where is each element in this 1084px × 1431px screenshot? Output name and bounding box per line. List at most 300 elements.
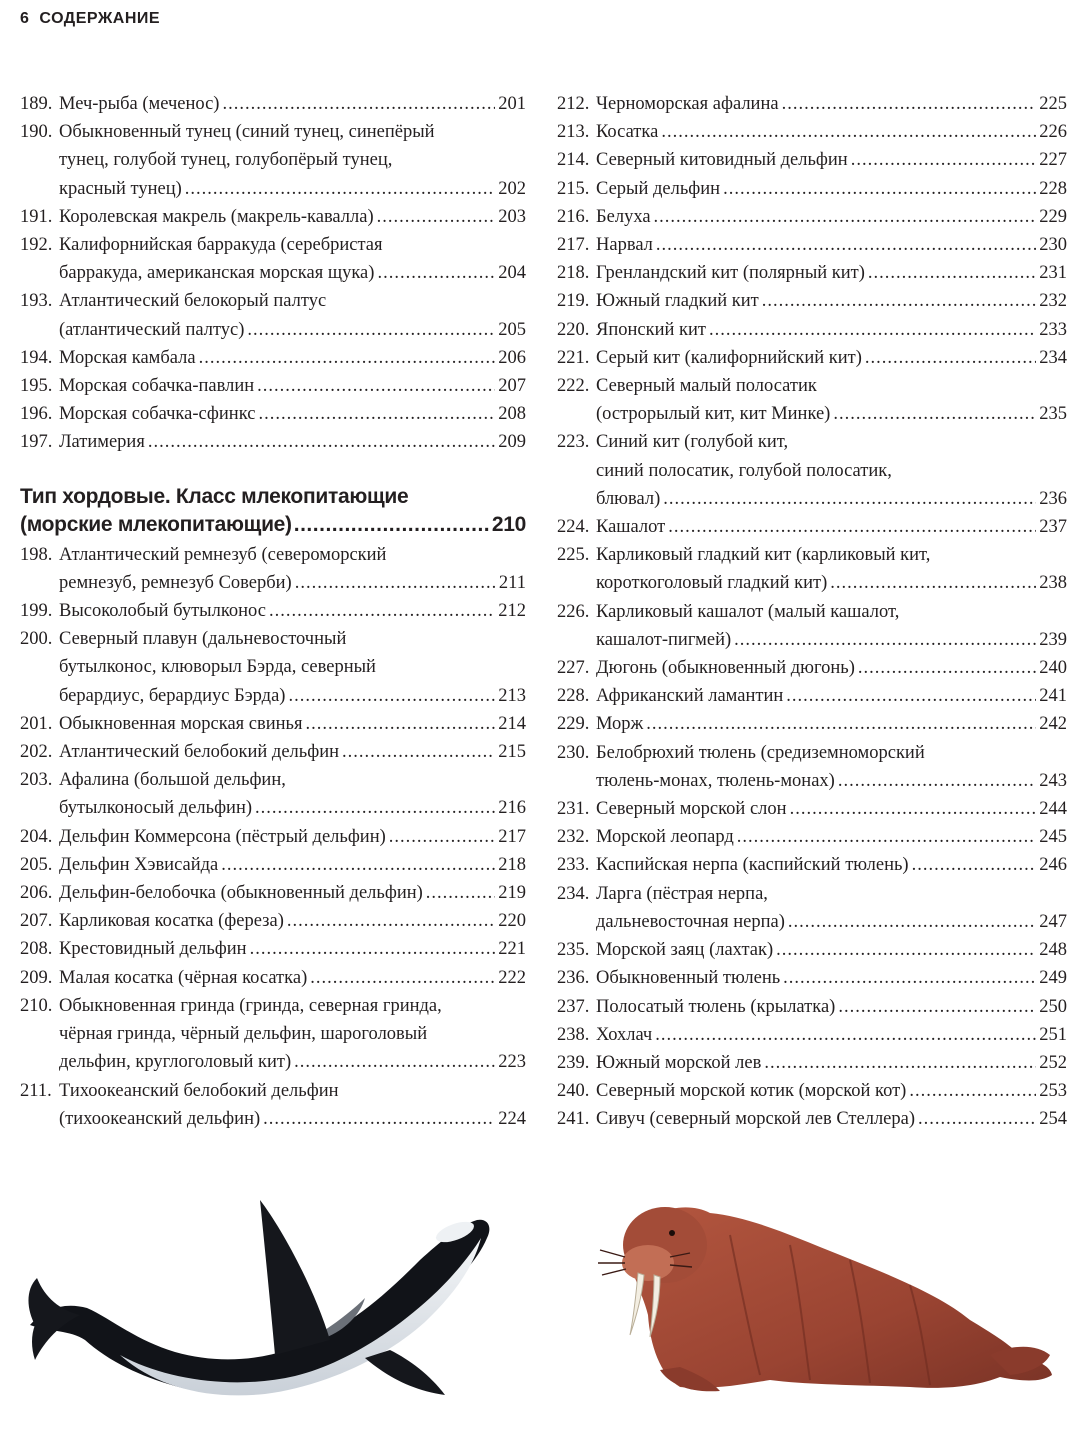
entry-body	[59, 231, 526, 287]
entry-number: 211.	[20, 1080, 52, 1101]
toc-entry[interactable]	[20, 118, 526, 203]
entry-number: 225.	[557, 545, 590, 566]
entry-number: 232.	[557, 827, 590, 848]
toc-entry[interactable]	[557, 598, 1067, 654]
toc-entry[interactable]	[557, 90, 1067, 118]
entry-number: 233.	[557, 855, 590, 876]
entry-title: Белуха	[596, 206, 651, 227]
entry-page-number: 207	[498, 376, 526, 397]
entry-body	[596, 118, 1067, 146]
entry-title: Каспийская нерпа (каспийский тюлень)	[596, 855, 909, 876]
leader-dots	[838, 767, 1036, 795]
leader-dots	[830, 569, 1036, 597]
entry-title: Латимерия	[59, 432, 145, 453]
leader-dots	[310, 964, 495, 992]
entry-body	[596, 1105, 1067, 1133]
entry-number: 208.	[20, 939, 53, 960]
entry-title: Сивуч (северный морской лев Стеллера)	[596, 1109, 916, 1130]
toc-entry[interactable]	[557, 146, 1067, 174]
toc-entry[interactable]	[557, 513, 1067, 541]
entry-number: 218.	[557, 263, 590, 284]
entry-body	[59, 541, 526, 597]
entry-number: 198.	[20, 544, 53, 565]
toc-entry[interactable]	[557, 1105, 1067, 1133]
entry-page-number: 240	[1039, 658, 1067, 679]
entry-number: 215.	[557, 178, 590, 199]
entry-page-number: 233	[1039, 319, 1067, 340]
section-title-line-2: (морские млекопитающие)	[20, 512, 292, 536]
entry-page-number: 241	[1039, 686, 1067, 707]
entry-body	[596, 1077, 1067, 1105]
leader-dots	[185, 175, 495, 203]
page-title: СОДЕРЖАНИЕ	[39, 10, 161, 27]
leader-dots	[222, 90, 495, 118]
entry-page-number: 204	[498, 263, 526, 284]
entry-page-number: 226	[1039, 122, 1067, 143]
entry-title: Дельфин Хэвисайда	[59, 854, 219, 875]
leader-dots	[288, 682, 495, 710]
entry-body	[59, 428, 526, 456]
entry-body	[596, 428, 1067, 513]
entry-number: 220.	[557, 319, 590, 340]
toc-entry[interactable]	[20, 738, 526, 766]
entry-body	[59, 118, 526, 203]
entry-body	[596, 823, 1067, 851]
entry-page-number: 253	[1039, 1081, 1067, 1102]
entry-title: Нарвал	[596, 235, 653, 256]
leader-dots	[776, 936, 1036, 964]
entry-title: дальневосточная нерпа)	[596, 911, 785, 932]
toc-entry[interactable]	[20, 907, 526, 935]
entry-title: Черноморская афалина	[596, 94, 779, 114]
entry-title-line: Обыкновенная гринда (гринда, северная гринда,	[59, 995, 442, 1016]
entry-page-number: 201	[498, 94, 526, 114]
entry-title: Кашалот	[596, 517, 666, 538]
toc-entry[interactable]	[557, 259, 1067, 287]
toc-entry[interactable]	[20, 90, 526, 118]
entry-page-number: 216	[498, 798, 526, 819]
entry-page-number: 222	[498, 967, 526, 988]
toc-entry[interactable]	[557, 316, 1067, 344]
leader-dots	[342, 738, 495, 766]
entry-body	[596, 344, 1067, 372]
walrus-eye	[669, 1230, 675, 1236]
entry-title: Южный морской лев	[596, 1052, 762, 1073]
entry-number: 210.	[20, 995, 53, 1016]
toc-entry[interactable]	[20, 851, 526, 879]
entry-title: бутылконосый дельфин)	[59, 798, 253, 819]
entry-title: Дюгонь (обыкновенный дюгонь)	[596, 658, 855, 679]
entry-title: Серый дельфин	[596, 178, 721, 199]
entry-number: 238.	[557, 1024, 590, 1045]
entry-number: 231.	[557, 799, 590, 820]
entry-page-number: 245	[1039, 827, 1067, 848]
toc-entry[interactable]	[557, 654, 1067, 682]
entry-page-number: 251	[1039, 1024, 1067, 1045]
leader-dots	[250, 935, 496, 963]
leader-dots	[287, 907, 495, 935]
leader-dots	[646, 710, 1036, 738]
entry-page-number: 229	[1039, 206, 1067, 227]
entry-title: кашалот-пигмей)	[596, 629, 732, 650]
entry-title-line: чёрная гринда, чёрный дельфин, шароголовый	[59, 1024, 428, 1045]
entry-page-number: 244	[1039, 799, 1067, 820]
toc-entry[interactable]	[557, 1049, 1067, 1077]
leader-dots	[656, 231, 1036, 259]
entry-body	[596, 654, 1067, 682]
toc-entry[interactable]	[20, 964, 526, 992]
toc-entry[interactable]	[557, 710, 1067, 738]
leader-dots	[661, 118, 1036, 146]
entry-title: Косатка	[596, 122, 659, 143]
leader-dots	[221, 851, 495, 879]
leader-dots	[764, 1049, 1036, 1077]
leader-dots	[734, 626, 1036, 654]
entry-body	[59, 992, 526, 1077]
toc-entry[interactable]	[20, 344, 526, 372]
leader-dots	[269, 597, 495, 625]
entry-title-line: Тихоокеанский белобокий дельфин	[59, 1080, 339, 1101]
toc-entry[interactable]	[20, 597, 526, 625]
toc-entry[interactable]	[557, 964, 1067, 992]
toc-entry[interactable]	[557, 682, 1067, 710]
entry-body	[596, 175, 1067, 203]
toc-entry[interactable]	[20, 625, 526, 710]
entry-body	[596, 964, 1067, 992]
toc-entry[interactable]	[557, 203, 1067, 231]
toc-entry[interactable]	[557, 880, 1067, 936]
toc-section-heading[interactable]	[20, 483, 526, 539]
entry-title-line: Обыкновенный тунец (синий тунец, синепёрый	[59, 122, 435, 143]
entry-page-number: 225	[1039, 94, 1067, 114]
leader-dots	[851, 146, 1037, 174]
entry-body	[596, 993, 1067, 1021]
entry-page-number: 221	[498, 939, 526, 960]
toc-entry[interactable]	[557, 739, 1067, 795]
toc-entry[interactable]	[20, 203, 526, 231]
entry-title-line: Синий кит (голубой кит,	[596, 432, 789, 453]
entry-body	[59, 823, 526, 851]
entry-body	[596, 146, 1067, 174]
entry-title-line: Северный плавун (дальневосточный	[59, 629, 347, 650]
entry-title: короткоголовый гладкий кит)	[596, 573, 828, 594]
entry-body	[59, 907, 526, 935]
leader-dots	[199, 344, 496, 372]
entry-number: 219.	[557, 291, 590, 312]
leader-dots	[257, 372, 495, 400]
leader-dots	[247, 316, 495, 344]
toc-entry[interactable]	[20, 372, 526, 400]
walrus-muzzle	[622, 1245, 674, 1281]
leader-dots	[723, 175, 1036, 203]
toc-entry[interactable]	[20, 992, 526, 1077]
entry-title: Африканский ламантин	[596, 686, 784, 707]
entry-page-number: 234	[1039, 347, 1067, 368]
leader-dots	[655, 1021, 1036, 1049]
leader-dots	[148, 428, 495, 456]
entry-title: Северный морской слон	[596, 799, 787, 820]
leader-dots	[668, 513, 1036, 541]
toc-entry[interactable]	[557, 795, 1067, 823]
entry-title: Морской заяц (лахтак)	[596, 940, 774, 961]
leader-dots	[255, 794, 495, 822]
leader-dots	[838, 993, 1036, 1021]
toc-entry[interactable]	[557, 823, 1067, 851]
entry-body	[596, 682, 1067, 710]
entry-body	[596, 287, 1067, 315]
walrus-tusk-left	[630, 1273, 644, 1335]
entry-number: 226.	[557, 601, 590, 622]
entry-number: 204.	[20, 826, 53, 847]
entry-page-number: 231	[1039, 263, 1067, 284]
orca-dorsal-fin	[260, 1200, 330, 1355]
toc-right-column	[557, 90, 1067, 1134]
entry-title: красный тунец)	[59, 178, 182, 199]
entry-body	[596, 1021, 1067, 1049]
entry-title: (тихоокеанский дельфин)	[59, 1108, 261, 1129]
entry-number: 206.	[20, 883, 53, 904]
leader-dots	[782, 90, 1037, 118]
entry-body	[596, 513, 1067, 541]
entry-body	[596, 203, 1067, 231]
entry-body	[59, 738, 526, 766]
toc-entry[interactable]	[557, 993, 1067, 1021]
entry-body	[596, 231, 1067, 259]
entry-title: Серый кит (калифорнийский кит)	[596, 347, 862, 368]
entry-title: Северный китовидный дельфин	[596, 150, 848, 171]
toc-entry[interactable]	[557, 175, 1067, 203]
entry-body	[596, 795, 1067, 823]
entry-title-line: Карликовый кашалот (малый кашалот,	[596, 601, 900, 622]
entry-page-number: 206	[498, 347, 526, 368]
entry-body	[59, 710, 526, 738]
toc-entry[interactable]	[20, 231, 526, 287]
entry-number: 205.	[20, 854, 53, 875]
orca-illustration	[25, 1190, 495, 1410]
entry-number: 234.	[557, 883, 590, 904]
entry-body	[59, 372, 526, 400]
leader-dots	[295, 569, 496, 597]
leader-dots	[762, 287, 1036, 315]
toc-entry[interactable]	[20, 287, 526, 343]
entry-number: 192.	[20, 235, 53, 256]
entry-number: 221.	[557, 347, 590, 368]
leader-dots	[918, 1105, 1036, 1133]
leader-dots	[788, 908, 1036, 936]
entry-title-line: бутылконос, клюворыл Бэрда, северный	[59, 657, 376, 678]
entry-page-number: 202	[498, 178, 526, 199]
toc-entry[interactable]	[557, 936, 1067, 964]
entry-body	[596, 739, 1067, 795]
entry-body	[596, 880, 1067, 936]
entry-body	[59, 344, 526, 372]
toc-entry[interactable]	[20, 428, 526, 456]
entry-page-number: 248	[1039, 940, 1067, 961]
entry-number: 202.	[20, 742, 53, 763]
leader-dots	[389, 823, 495, 851]
entry-title-line: Карликовый гладкий кит (карликовый кит,	[596, 545, 931, 566]
entry-number: 228.	[557, 686, 590, 707]
entry-title: ремнезуб, ремнезуб Соверби)	[59, 572, 292, 593]
entry-title-line: Ларга (пёстрая нерпа,	[596, 883, 768, 904]
leader-dots	[833, 400, 1036, 428]
entry-body	[596, 372, 1067, 428]
orca-pectoral-fin	[365, 1350, 445, 1395]
leader-dots	[783, 964, 1036, 992]
entry-page-number: 215	[498, 742, 526, 763]
entry-title-line: Атлантический ремнезуб (североморский	[59, 544, 387, 565]
leader-dots	[663, 485, 1036, 513]
entry-title-line: Атлантический белокорый палтус	[59, 291, 327, 312]
page-header	[20, 10, 160, 28]
toc-entry[interactable]	[20, 935, 526, 963]
entry-page-number: 211	[498, 572, 526, 593]
entry-body	[59, 766, 526, 822]
entry-body	[59, 90, 526, 118]
entry-title: Северный морской котик (морской кот)	[596, 1081, 907, 1102]
toc-list-fish	[20, 90, 526, 457]
toc-list-mammals-cont	[557, 90, 1067, 1134]
entry-page-number: 232	[1039, 291, 1067, 312]
entry-number: 207.	[20, 911, 53, 932]
entry-title: Полосатый тюлень (крылатка)	[596, 996, 836, 1017]
toc-left-column	[20, 90, 526, 1133]
entry-title-line: Калифорнийская барракуда (серебристая	[59, 235, 383, 256]
entry-body	[59, 597, 526, 625]
toc-entry[interactable]	[557, 541, 1067, 597]
toc-entry[interactable]	[557, 1077, 1067, 1105]
entry-body	[59, 964, 526, 992]
entry-title: Дельфин Коммерсона (пёстрый дельфин)	[59, 826, 386, 847]
entry-number: 239.	[557, 1052, 590, 1073]
entry-title: Дельфин-белобочка (обыкновенный дельфин)	[59, 883, 423, 904]
toc-entry[interactable]	[20, 710, 526, 738]
leader-dots	[294, 1048, 495, 1076]
toc-entry[interactable]	[557, 231, 1067, 259]
entry-page-number: 242	[1039, 714, 1067, 735]
entry-number: 214.	[557, 150, 590, 171]
entry-page-number: 254	[1039, 1109, 1067, 1130]
entry-title: Хохлач	[596, 1024, 653, 1045]
entry-page-number: 228	[1039, 178, 1067, 199]
entry-number: 196.	[20, 404, 53, 425]
leader-dots	[263, 1105, 495, 1133]
entry-body	[596, 90, 1067, 118]
section-page-number: 210	[491, 512, 526, 536]
toc-entry[interactable]	[20, 879, 526, 907]
leader-dots	[709, 316, 1036, 344]
entry-body	[596, 710, 1067, 738]
toc-entry[interactable]	[557, 1021, 1067, 1049]
toc-entry[interactable]	[20, 1077, 526, 1133]
entry-title: Королевская макрель (макрель-кавалла)	[59, 206, 374, 227]
entry-page-number: 227	[1039, 150, 1067, 171]
entry-title-line: Афалина (большой дельфин,	[59, 770, 286, 791]
entry-body	[596, 316, 1067, 344]
entry-page-number: 208	[498, 404, 526, 425]
toc-list-mammals	[20, 541, 526, 1133]
entry-title: Морская камбала	[59, 347, 196, 368]
orca-tail-fluke	[29, 1278, 81, 1360]
entry-number: 229.	[557, 714, 590, 735]
leader-dots	[790, 795, 1037, 823]
toc-entry[interactable]	[20, 766, 526, 822]
entry-page-number: 219	[498, 883, 526, 904]
toc-entry[interactable]	[557, 344, 1067, 372]
toc-entry[interactable]	[557, 851, 1067, 879]
entry-title: Обыкновенный тюлень	[596, 968, 781, 989]
toc-entry[interactable]	[20, 400, 526, 428]
entry-number: 212.	[557, 94, 590, 114]
entry-number: 203.	[20, 770, 53, 791]
entry-body	[59, 879, 526, 907]
entry-title: Малая косатка (чёрная косатка)	[59, 967, 308, 988]
entry-page-number: 217	[498, 826, 526, 847]
entry-body	[596, 851, 1067, 879]
entry-page-number: 238	[1039, 573, 1067, 594]
entry-page-number: 239	[1039, 629, 1067, 650]
entry-title-line: синий полосатик, голубой полосатик,	[596, 460, 892, 481]
entry-body	[59, 935, 526, 963]
entry-page-number: 214	[498, 713, 526, 734]
entry-page-number: 237	[1039, 517, 1067, 538]
toc-entry[interactable]	[557, 428, 1067, 513]
entry-page-number: 236	[1039, 488, 1067, 509]
toc-entry[interactable]	[20, 541, 526, 597]
entry-title: (атлантический палтус)	[59, 319, 245, 340]
entry-page-number: 218	[498, 854, 526, 875]
entry-number: 193.	[20, 291, 53, 312]
entry-title: Крестовидный дельфин	[59, 939, 247, 960]
entry-page-number: 212	[498, 601, 526, 622]
entry-page-number: 205	[498, 319, 526, 340]
entry-title-line: тунец, голубой тунец, голубопёрый тунец,	[59, 150, 393, 171]
entry-number: 241.	[557, 1109, 590, 1130]
section-title-line-1: Тип хордовые. Класс млекопитающие	[20, 484, 409, 508]
entry-number: 224.	[557, 517, 590, 538]
leader-dots	[294, 511, 490, 539]
entry-number: 217.	[557, 235, 590, 256]
entry-page-number: 250	[1039, 996, 1067, 1017]
leader-dots	[868, 259, 1036, 287]
entry-number: 194.	[20, 347, 53, 368]
entry-title: Гренландский кит (полярный кит)	[596, 263, 865, 284]
entry-title: Карликовая косатка (фереза)	[59, 911, 284, 932]
leader-dots	[912, 851, 1037, 879]
toc-entry[interactable]	[20, 823, 526, 851]
entry-number: 195.	[20, 376, 53, 397]
toc-entry[interactable]	[557, 372, 1067, 428]
toc-entry[interactable]	[557, 287, 1067, 315]
entry-body	[59, 851, 526, 879]
entry-page-number: 223	[498, 1052, 526, 1073]
entry-body	[596, 936, 1067, 964]
toc-entry[interactable]	[557, 118, 1067, 146]
entry-page-number: 247	[1039, 911, 1067, 932]
entry-page-number: 203	[498, 206, 526, 227]
entry-page-number: 235	[1039, 404, 1067, 425]
entry-title: Морская собачка-павлин	[59, 376, 255, 397]
entry-number: 237.	[557, 996, 590, 1017]
leader-dots	[858, 654, 1036, 682]
entry-number: 189.	[20, 94, 53, 114]
entry-page-number: 209	[498, 432, 526, 453]
entry-number: 222.	[557, 376, 590, 397]
entry-number: 240.	[557, 1081, 590, 1102]
entry-title: блювал)	[596, 488, 661, 509]
entry-page-number: 252	[1039, 1052, 1067, 1073]
entry-page-number: 243	[1039, 770, 1067, 791]
